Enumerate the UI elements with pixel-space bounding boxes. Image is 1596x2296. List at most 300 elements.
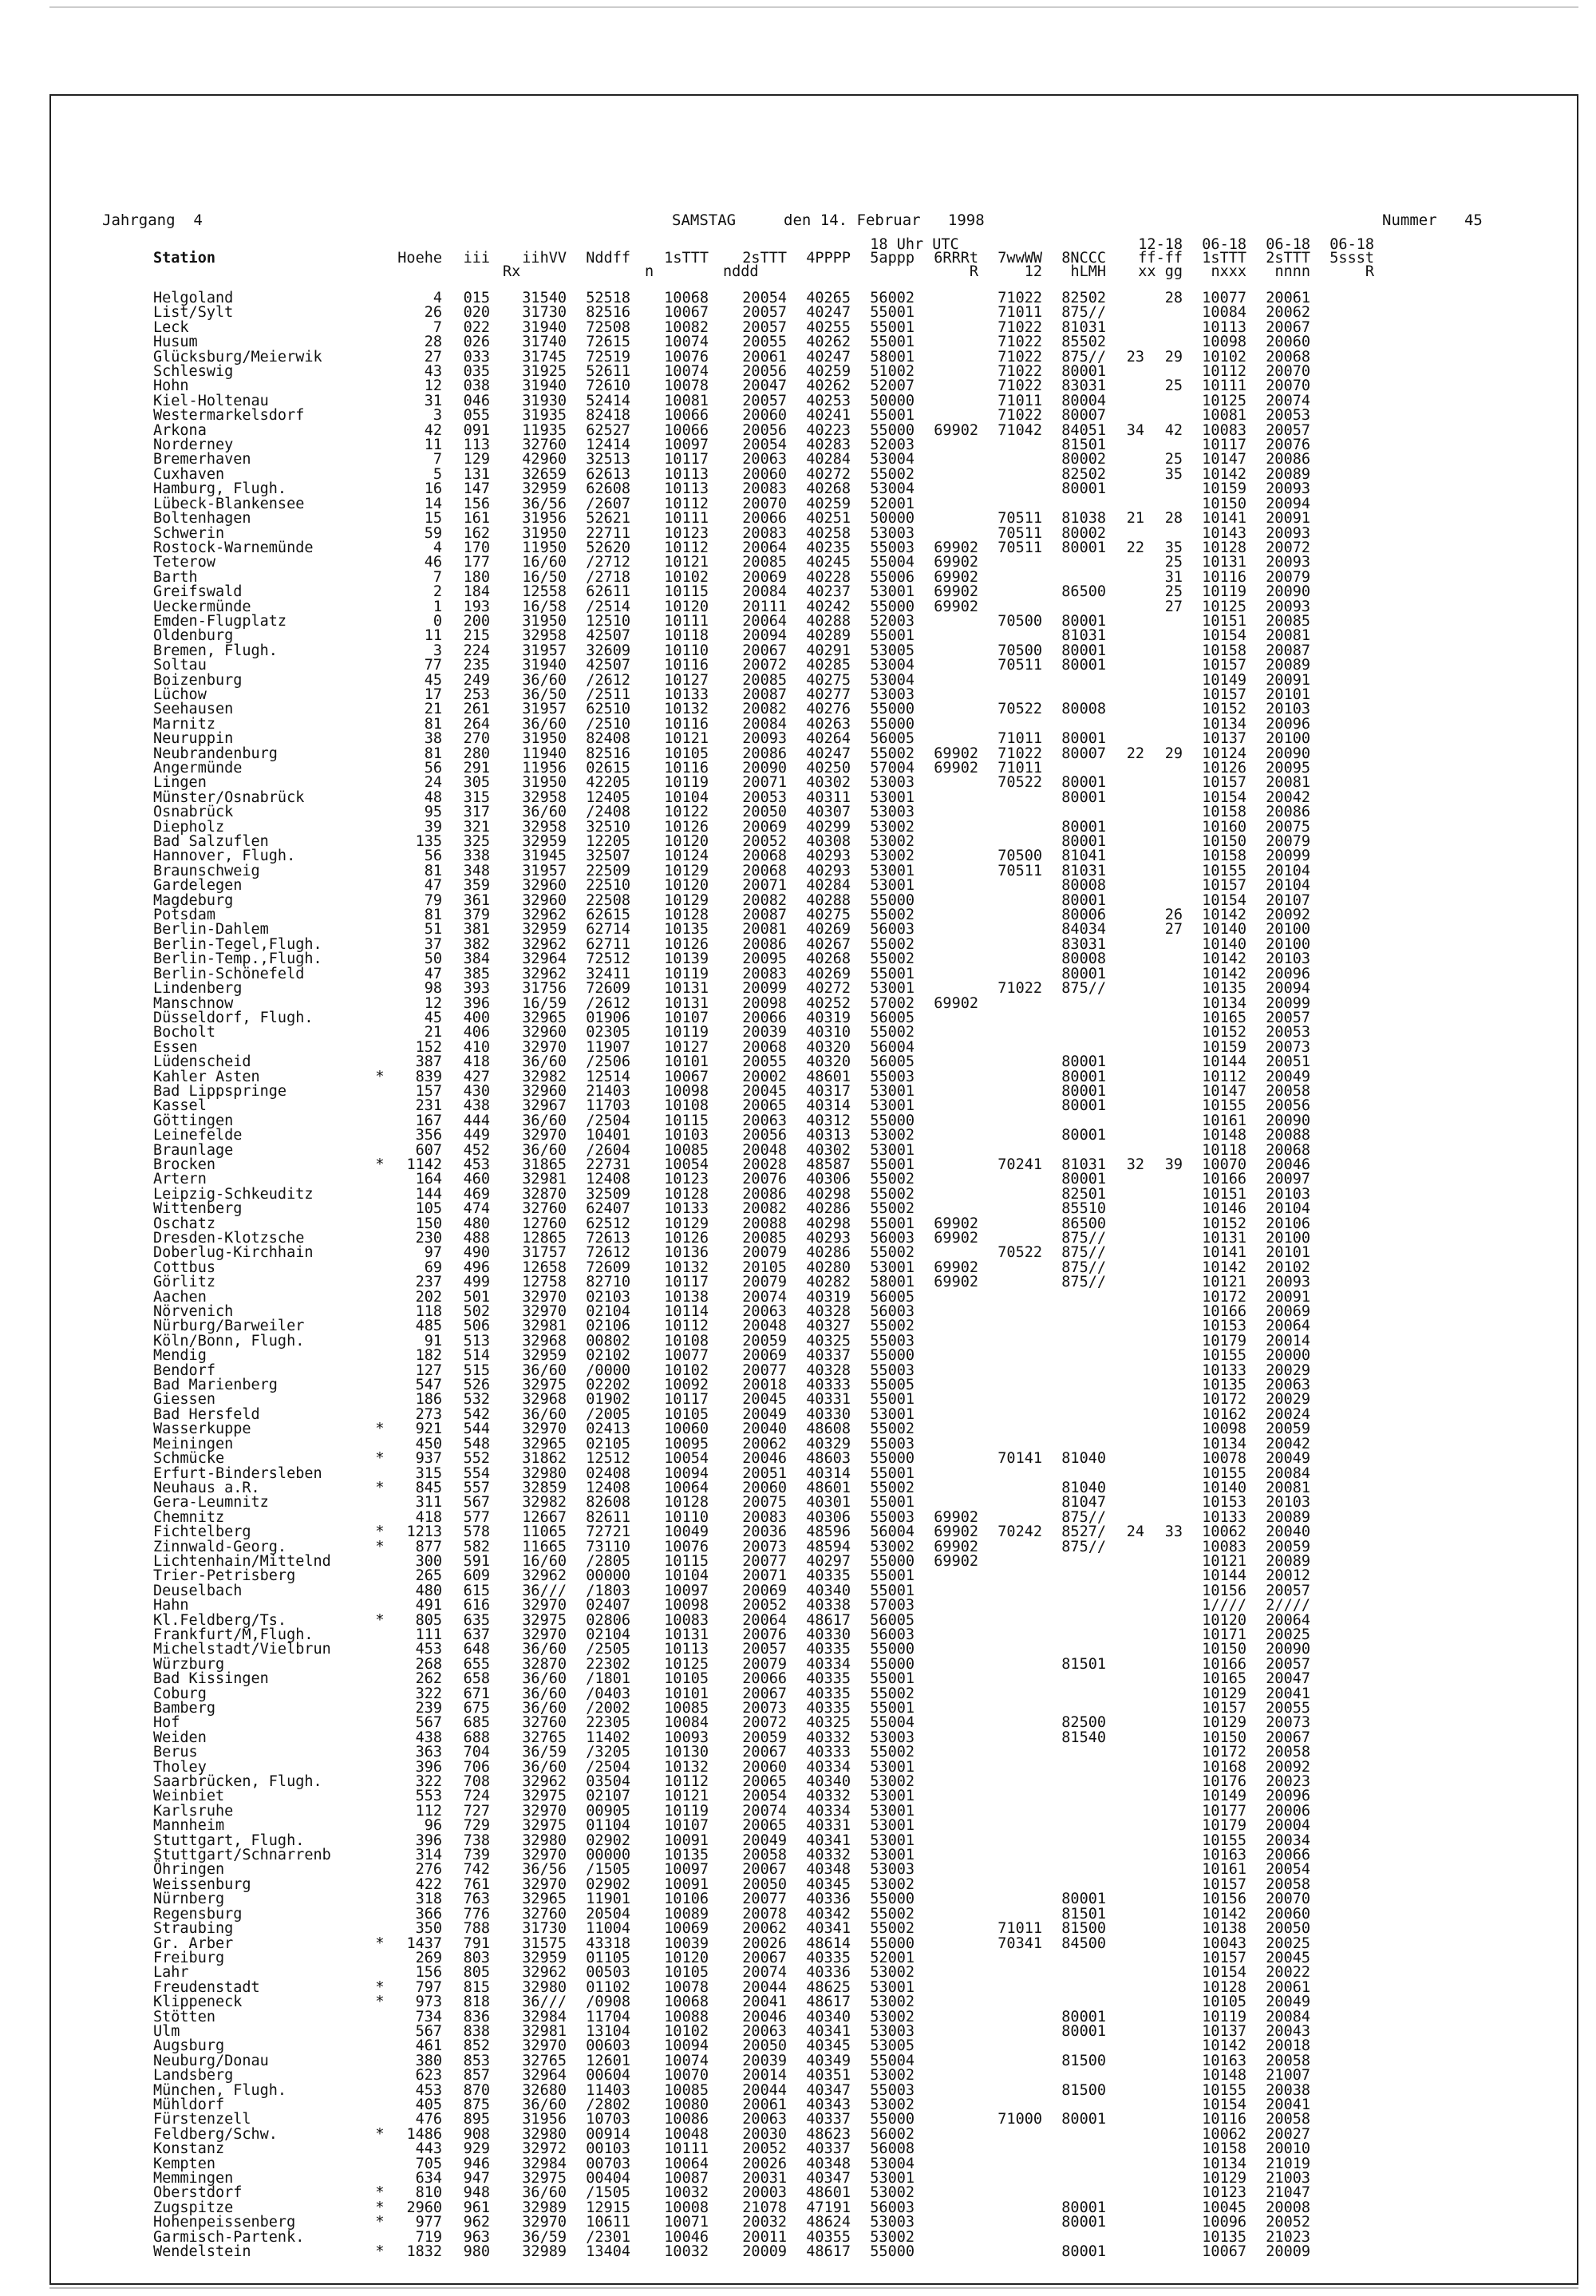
cell-nccc: 81047 — [1061, 1494, 1106, 1512]
cell-star — [369, 1290, 391, 1305]
cell-nccc: 80007 — [1061, 407, 1106, 425]
cell-tttt1: 10120 — [664, 598, 709, 615]
cell-appp: 55001 — [870, 965, 915, 982]
cell-hoehe: 623 — [415, 2067, 442, 2085]
cell-tttt3: 10144 — [1202, 1567, 1246, 1585]
col-h1218: 12-18 — [1138, 236, 1183, 253]
cell-rrrt — [915, 1305, 978, 1319]
cell-rrrt — [915, 2128, 978, 2142]
cell-rrrt — [915, 1628, 978, 1642]
cell-ff — [1106, 923, 1144, 937]
cell-hoehe: 150 — [415, 1215, 442, 1232]
cell-station: Berlin-Dahlem — [153, 921, 269, 939]
cell-hoehe: 59 — [424, 524, 442, 542]
cell-ff — [1106, 2186, 1144, 2200]
cell-appp: 53002 — [870, 2008, 915, 2025]
cell-pppp: 40267 — [806, 935, 851, 953]
cell-tttt4: 20106 — [1266, 1215, 1310, 1232]
cell-iii: 962 — [463, 2214, 490, 2231]
cell-iii: 382 — [463, 935, 490, 953]
cell-station: Arkona — [153, 421, 207, 439]
cell-iii: 131 — [463, 465, 490, 483]
cell-tttt3: 10159 — [1202, 1038, 1246, 1056]
cell-nccc: 80001 — [1061, 1097, 1106, 1115]
cell-station: Erfurt-Bindersleben — [153, 1464, 322, 1482]
cell-tttt1: 10112 — [664, 495, 709, 512]
cell-wwww: 71022 — [998, 377, 1042, 395]
cell-tttt2: 20073 — [742, 1700, 787, 1717]
cell-station: Nürburg/Barweiler — [153, 1318, 305, 1335]
cell-tttt4: 20095 — [1266, 760, 1310, 777]
cell-iii: 264 — [463, 715, 490, 733]
cell-pppp: 40272 — [806, 465, 851, 483]
cell-station: Greifswald — [153, 583, 243, 601]
cell-tttt1: 10123 — [664, 524, 709, 542]
cell-tttt1: 10119 — [664, 965, 709, 982]
cell-pppp: 40299 — [806, 818, 851, 836]
cell-star: * — [375, 1450, 385, 1468]
cell-gg — [1144, 2025, 1183, 2039]
cell-ff — [1106, 1907, 1144, 1922]
cell-gg — [1144, 1966, 1183, 1980]
cell-gg — [1144, 2172, 1183, 2186]
cell-ihvv: 36/60 — [522, 715, 567, 733]
cell-wwww — [978, 1172, 1042, 1187]
cell-ihvv: 32975 — [522, 1611, 567, 1629]
cell-tttt2: 20087 — [742, 686, 787, 703]
cell-pppp: 40319 — [806, 1288, 851, 1306]
cell-nddff: 62512 — [586, 1215, 630, 1232]
cell-iii: 270 — [463, 730, 490, 748]
cell-pppp: 40268 — [806, 950, 851, 968]
cell-ff — [1106, 644, 1144, 658]
cell-station: Bad Salzuflen — [153, 833, 269, 851]
cell-appp: 55005 — [870, 1377, 915, 1394]
cell-rrrt — [915, 2231, 978, 2245]
cell-gg — [1144, 1217, 1183, 1231]
cell-pppp: 40252 — [806, 994, 851, 1012]
cell-ihvv: 11940 — [522, 745, 567, 762]
cell-pppp: 48614 — [806, 1934, 851, 1952]
cell-nddff: 22508 — [586, 891, 630, 909]
cell-ssst — [1310, 1775, 1374, 1789]
cell-station: Boltenhagen — [153, 510, 251, 528]
cell-tttt1: 10064 — [664, 2155, 709, 2172]
cell-ihvv: 32760 — [522, 437, 567, 454]
cell-ihvv: 36/60 — [522, 1641, 567, 1658]
cell-nddff: 72613 — [586, 1230, 630, 1247]
cell-nddff: /2005 — [586, 1405, 630, 1423]
cell-appp: 53002 — [870, 1538, 915, 1555]
cell-tttt2: 20056 — [742, 421, 787, 439]
cell-nddff: 62613 — [586, 465, 630, 483]
cell-ssst — [1310, 1511, 1374, 1525]
cell-wwww — [978, 1642, 1042, 1657]
cell-star: * — [375, 2214, 385, 2231]
cell-tttt4: 20104 — [1266, 862, 1310, 879]
cell-rrrt — [915, 365, 978, 379]
cell-wwww: 71011 — [998, 1920, 1042, 1938]
cell-wwww — [978, 1658, 1042, 1672]
cell-star — [369, 1731, 391, 1745]
cell-ssst — [1310, 1158, 1374, 1172]
cell-station: Helgoland — [153, 290, 234, 306]
cell-ssst — [1310, 1467, 1374, 1481]
cell-star — [369, 1878, 391, 1892]
cell-wwww — [978, 2010, 1042, 2025]
cell-ihvv: 31745 — [522, 348, 567, 366]
cell-tttt4: 20093 — [1266, 1274, 1310, 1291]
cell-pppp: 40330 — [806, 1405, 851, 1423]
cell-rrrt — [915, 1319, 978, 1334]
cell-nddff: 43318 — [586, 1934, 630, 1952]
cell-tttt2: 21078 — [742, 2199, 787, 2216]
cell-hoehe: 453 — [415, 1641, 442, 1658]
cell-ssst — [1310, 306, 1374, 320]
cell-hoehe: 7 — [433, 451, 442, 468]
cell-ff — [1106, 908, 1144, 923]
cell-ff — [1106, 1070, 1144, 1085]
cell-iii: 615 — [463, 1582, 490, 1599]
cell-tttt1: 10094 — [664, 2037, 709, 2055]
cell-ihvv: 32965 — [522, 1435, 567, 1452]
cell-star — [369, 1378, 391, 1393]
cell-rrrt — [915, 1085, 978, 1099]
cell-ff — [1106, 1701, 1144, 1716]
col-ssst-sub: R — [1365, 263, 1374, 280]
cell-ihvv: 32984 — [522, 2008, 567, 2025]
cell-wwww — [978, 1761, 1042, 1775]
cell-pppp: 40228 — [806, 568, 851, 586]
cell-ihvv: 32958 — [522, 818, 567, 836]
cell-pppp: 40331 — [806, 1391, 851, 1409]
cell-star — [369, 1907, 391, 1922]
cell-station: Neuruppin — [153, 730, 234, 748]
cell-rrrt — [915, 791, 978, 805]
cell-ff — [1106, 1599, 1144, 1613]
cell-tttt2: 20064 — [742, 1611, 787, 1629]
cell-wwww — [978, 1672, 1042, 1686]
cell-appp: 53001 — [870, 1141, 915, 1159]
cell-ihvv: 36/60 — [522, 1405, 567, 1423]
cell-nccc: 80001 — [1061, 2199, 1106, 2216]
cell-nddff: 00103 — [586, 2140, 630, 2158]
cell-tttt3: 10142 — [1202, 1259, 1246, 1276]
cell-tttt4: 20092 — [1266, 1758, 1310, 1776]
cell-tttt2: 20060 — [742, 465, 787, 483]
cell-tttt4: 20010 — [1266, 2140, 1310, 2158]
cell-ff — [1106, 1981, 1144, 1995]
cell-ff: 21 — [1126, 510, 1144, 528]
cell-wwww — [978, 674, 1042, 688]
cell-appp: 56002 — [870, 2125, 915, 2143]
cell-station: Lichtenhain/Mittelnd — [153, 1552, 331, 1570]
cell-gg — [1144, 1848, 1183, 1863]
cell-station: Soltau — [153, 657, 207, 674]
cell-ihvv: 32975 — [522, 1377, 567, 1394]
cell-nccc — [1042, 1393, 1106, 1407]
table-row — [153, 2215, 1374, 2230]
cell-ff — [1106, 1011, 1144, 1025]
cell-gg — [1144, 1745, 1183, 1760]
cell-rrrt — [915, 1995, 978, 2009]
cell-wwww — [978, 1599, 1042, 1613]
cell-tttt4: 20103 — [1266, 1494, 1310, 1512]
table-body — [153, 279, 1374, 2259]
cell-tttt3: 10070 — [1202, 1156, 1246, 1173]
cell-tttt1: 10078 — [664, 377, 709, 395]
cell-ssst — [1310, 379, 1374, 393]
cell-wwww — [978, 629, 1042, 643]
cell-tttt3: 10135 — [1202, 2228, 1246, 2246]
cell-iii: 046 — [463, 392, 490, 409]
cell-tttt4: 20070 — [1266, 1891, 1310, 1908]
cell-ihvv: 32959 — [522, 1949, 567, 1966]
cell-ssst — [1310, 938, 1374, 952]
cell-tttt4: 20081 — [1266, 627, 1310, 645]
cell-ihvv: 16/60 — [522, 1552, 567, 1570]
cell-ssst — [1310, 1172, 1374, 1187]
cell-appp: 55002 — [870, 1185, 915, 1203]
cell-station: Westermarkelsdorf — [153, 407, 305, 425]
cell-ff — [1106, 1055, 1144, 1069]
table-row — [153, 1496, 1374, 1510]
cell-tttt2: 20072 — [742, 657, 787, 674]
cell-nddff: /2612 — [586, 671, 630, 689]
cell-star — [369, 997, 391, 1011]
cell-ssst — [1310, 879, 1374, 893]
cell-tttt4: 20085 — [1266, 612, 1310, 630]
cell-station: Meiningen — [153, 1435, 234, 1452]
cell-tttt3: 10137 — [1202, 730, 1246, 748]
cell-hoehe: 81 — [424, 715, 442, 733]
col-nccc-sub: hLMH — [1070, 263, 1106, 280]
cell-iii: 544 — [463, 1421, 490, 1438]
cell-pppp: 40337 — [806, 2111, 851, 2128]
cell-appp: 55001 — [870, 1156, 915, 1173]
cell-tttt2: 20057 — [742, 318, 787, 336]
cell-nccc: 80001 — [1061, 2214, 1106, 2231]
table-row — [153, 1525, 1374, 1539]
cell-tttt2: 20066 — [742, 510, 787, 528]
cell-star — [369, 1775, 391, 1789]
cell-hoehe: 11 — [424, 627, 442, 645]
cell-gg — [1144, 2112, 1183, 2127]
cell-tttt1: 10046 — [664, 2228, 709, 2246]
cell-hoehe: 156 — [415, 1964, 442, 1982]
cell-tttt4: 21019 — [1266, 2155, 1310, 2172]
cell-gg — [1144, 1305, 1183, 1319]
cell-nddff: 01105 — [586, 1949, 630, 1966]
cell-wwww: 71022 — [998, 334, 1042, 351]
cell-gg — [1144, 1658, 1183, 1672]
cell-tttt1: 10127 — [664, 671, 709, 689]
cell-ff — [1106, 482, 1144, 496]
cell-appp: 55001 — [870, 1215, 915, 1232]
cell-hoehe: 1437 — [406, 1934, 442, 1952]
cell-station: Mendig — [153, 1347, 207, 1365]
cell-rrrt — [915, 2025, 978, 2039]
cell-ff — [1106, 321, 1144, 335]
cell-wwww — [978, 908, 1042, 923]
cell-wwww — [978, 2231, 1042, 2245]
cell-nddff: 22711 — [586, 524, 630, 542]
cell-rrrt — [915, 1599, 978, 1613]
cell-tttt2: 20072 — [742, 1714, 787, 1732]
cell-tttt1: 10120 — [664, 877, 709, 895]
cell-nccc — [1042, 805, 1106, 820]
cell-tttt3: 10125 — [1202, 392, 1246, 409]
cell-nccc: 86500 — [1061, 1215, 1106, 1232]
cell-ihvv: 12865 — [522, 1230, 567, 1247]
cell-pppp: 40247 — [806, 304, 851, 322]
cell-ff — [1106, 1114, 1144, 1128]
cell-station: Memmingen — [153, 2170, 234, 2187]
cell-ff — [1106, 1393, 1144, 1407]
cell-tttt1: 10112 — [664, 1318, 709, 1335]
cell-star — [369, 1011, 391, 1025]
cell-tttt3: 10179 — [1202, 1332, 1246, 1350]
cell-gg — [1144, 805, 1183, 820]
cell-tttt1: 10133 — [664, 686, 709, 703]
cell-pppp: 40327 — [806, 1318, 851, 1335]
cell-wwww — [978, 1804, 1042, 1819]
cell-pppp: 40277 — [806, 686, 851, 703]
cell-wwww — [978, 1481, 1042, 1496]
cell-nddff: 11901 — [586, 1891, 630, 1908]
cell-pppp: 40237 — [806, 583, 851, 601]
cell-ihvv: 36/60 — [522, 1670, 567, 1688]
cell-tttt1: 10116 — [664, 760, 709, 777]
cell-nccc: 86500 — [1061, 583, 1106, 601]
cell-tttt4: 20107 — [1266, 891, 1310, 909]
cell-tttt1: 10078 — [664, 1978, 709, 1996]
cell-tttt4: 20045 — [1266, 1949, 1310, 1966]
cell-tttt2: 20067 — [742, 1685, 787, 1702]
cell-tttt2: 20047 — [742, 377, 787, 395]
cell-station: Lübeck-Blankensee — [153, 495, 305, 512]
cell-wwww — [978, 2025, 1042, 2039]
cell-wwww — [978, 2215, 1042, 2230]
cell-star: * — [375, 1611, 385, 1629]
cell-hoehe: 21 — [424, 1024, 442, 1041]
cell-nccc: 80001 — [1061, 891, 1106, 909]
cell-rrrt — [915, 1334, 978, 1349]
cell-station: Gr. Arber — [153, 1934, 234, 1952]
cell-ssst — [1310, 1025, 1374, 1040]
cell-ihvv: 32960 — [522, 877, 567, 895]
cell-tttt2: 20050 — [742, 804, 787, 821]
cell-wwww — [978, 1789, 1042, 1804]
cell-tttt3: 10154 — [1202, 627, 1246, 645]
cell-star — [369, 747, 391, 761]
cell-tttt2: 20057 — [742, 1641, 787, 1658]
cell-iii: 513 — [463, 1332, 490, 1350]
cell-iii: 948 — [463, 2184, 490, 2202]
cell-tttt3: 10148 — [1202, 2067, 1246, 2085]
cell-tttt2: 20063 — [742, 1303, 787, 1321]
cell-iii: 706 — [463, 1758, 490, 1776]
cell-nddff: 12915 — [586, 2199, 630, 2216]
cell-rrrt — [915, 849, 978, 863]
cell-tttt2: 20028 — [742, 1156, 787, 1173]
cell-station: Berlin-Temp.,Flugh. — [153, 950, 322, 968]
cell-gg — [1144, 394, 1183, 409]
cell-nddff: 32510 — [586, 818, 630, 836]
table-row — [153, 2245, 1374, 2259]
cell-tttt3: 10135 — [1202, 980, 1246, 998]
cell-station: Öhringen — [153, 1861, 225, 1879]
cell-gg — [1144, 1614, 1183, 1628]
cell-nddff: 11004 — [586, 1920, 630, 1938]
cell-tttt3: 10142 — [1202, 907, 1246, 924]
cell-appp: 52003 — [870, 437, 915, 454]
cell-ssst — [1310, 1863, 1374, 1877]
cell-nccc — [1042, 2069, 1106, 2083]
cell-star — [369, 1642, 391, 1657]
cell-gg: 25 — [1164, 583, 1183, 601]
cell-pppp: 40306 — [806, 1508, 851, 1526]
table-row — [153, 512, 1374, 526]
cell-ihvv: 32970 — [522, 2037, 567, 2055]
cell-tttt3: 10165 — [1202, 1009, 1246, 1026]
cell-star — [369, 1246, 391, 1260]
cell-nddff: 72610 — [586, 377, 630, 395]
cell-station: Artern — [153, 1171, 207, 1188]
cell-hoehe: 27 — [424, 348, 442, 366]
cell-star — [369, 1922, 391, 1936]
cell-pppp: 48601 — [806, 2184, 851, 2202]
cell-appp: 55001 — [870, 407, 915, 425]
cell-ssst — [1310, 1422, 1374, 1436]
cell-pppp: 40301 — [806, 1494, 851, 1512]
cell-station: Bremerhaven — [153, 451, 251, 468]
cell-appp: 53001 — [870, 583, 915, 601]
cell-wwww — [978, 2142, 1042, 2156]
cell-hoehe: 363 — [415, 1744, 442, 1761]
cell-hoehe: 719 — [415, 2228, 442, 2246]
cell-nddff: 72612 — [586, 1244, 630, 1262]
cell-rrrt — [915, 1614, 978, 1628]
cell-tttt2: 20085 — [742, 671, 787, 689]
cell-ihvv: 31950 — [522, 612, 567, 630]
cell-nccc — [1042, 1995, 1106, 2009]
cell-ihvv: 32970 — [522, 1421, 567, 1438]
table-row — [153, 1922, 1374, 1936]
cell-tttt3: 10161 — [1202, 1112, 1246, 1129]
cell-tttt4: 20041 — [1266, 2096, 1310, 2113]
cell-ssst — [1310, 1937, 1374, 1951]
cell-ssst — [1310, 1981, 1374, 1995]
col-wwww-sub: 12 — [1024, 263, 1042, 280]
table-row — [153, 1275, 1374, 1290]
cell-ssst — [1310, 2098, 1374, 2112]
cell-ihvv: 16/59 — [522, 994, 567, 1012]
cell-tttt3: 10096 — [1202, 2214, 1246, 2231]
cell-station: Gera-Leumnitz — [153, 1494, 269, 1512]
cell-wwww — [978, 1275, 1042, 1290]
cell-tttt3: 10152 — [1202, 701, 1246, 718]
cell-tttt1: 10108 — [664, 1332, 709, 1350]
cell-ssst — [1310, 615, 1374, 629]
cell-nddff: 42205 — [586, 774, 630, 792]
cell-rrrt — [915, 923, 978, 937]
cell-rrrt — [915, 497, 978, 512]
cell-tttt3: 10119 — [1202, 583, 1246, 601]
cell-ssst — [1310, 1188, 1374, 1202]
cell-tttt3: 10157 — [1202, 686, 1246, 703]
cell-gg — [1144, 1275, 1183, 1290]
